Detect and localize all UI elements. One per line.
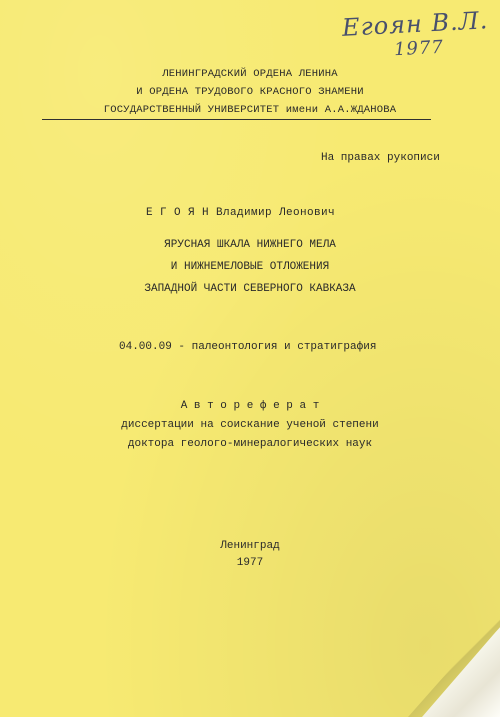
handwritten-year: 1977 <box>393 36 445 61</box>
university-header <box>0 65 500 119</box>
dissertation-title <box>0 234 500 300</box>
handwritten-name: Егоян В.Л. <box>341 6 489 42</box>
author-name: Е Г О Я Н Владимир Леонович <box>146 207 336 219</box>
header-line-1: ЛЕНИНГРАДСКИЙ ОРДЕНА ЛЕНИНА <box>162 68 338 80</box>
publication-city: Ленинград <box>220 540 280 552</box>
title-line-1: ЯРУСНАЯ ШКАЛА НИЖНЕГО МЕЛА <box>164 239 336 251</box>
header-line-2: И ОРДЕНА ТРУДОВОГО КРАСНОГО ЗНАМЕНИ <box>136 86 364 98</box>
header-divider <box>42 119 431 120</box>
specialty-code: 04.00.09 - палеонтология и стратиграфия <box>119 341 377 353</box>
abstract-block <box>0 397 500 454</box>
publication-footer <box>0 538 500 572</box>
manuscript-note: На правах рукописи <box>321 152 440 164</box>
abstract-line-3: доктора геолого-минералогических наук <box>127 438 373 450</box>
abstract-line-1: А в т о р е ф е р а т <box>180 400 320 412</box>
abstract-line-2: диссертации на соискание ученой степени <box>121 419 379 431</box>
title-line-2: И НИЖНЕМЕЛОВЫЕ ОТЛОЖЕНИЯ <box>170 261 330 273</box>
publication-year: 1977 <box>236 557 264 569</box>
title-line-3: ЗАПАДНОЙ ЧАСТИ СЕВЕРНОГО КАВКАЗА <box>144 283 356 295</box>
header-line-3: ГОСУДАРСТВЕННЫЙ УНИВЕРСИТЕТ имени А.А.ЖДАНОВА <box>103 104 397 116</box>
